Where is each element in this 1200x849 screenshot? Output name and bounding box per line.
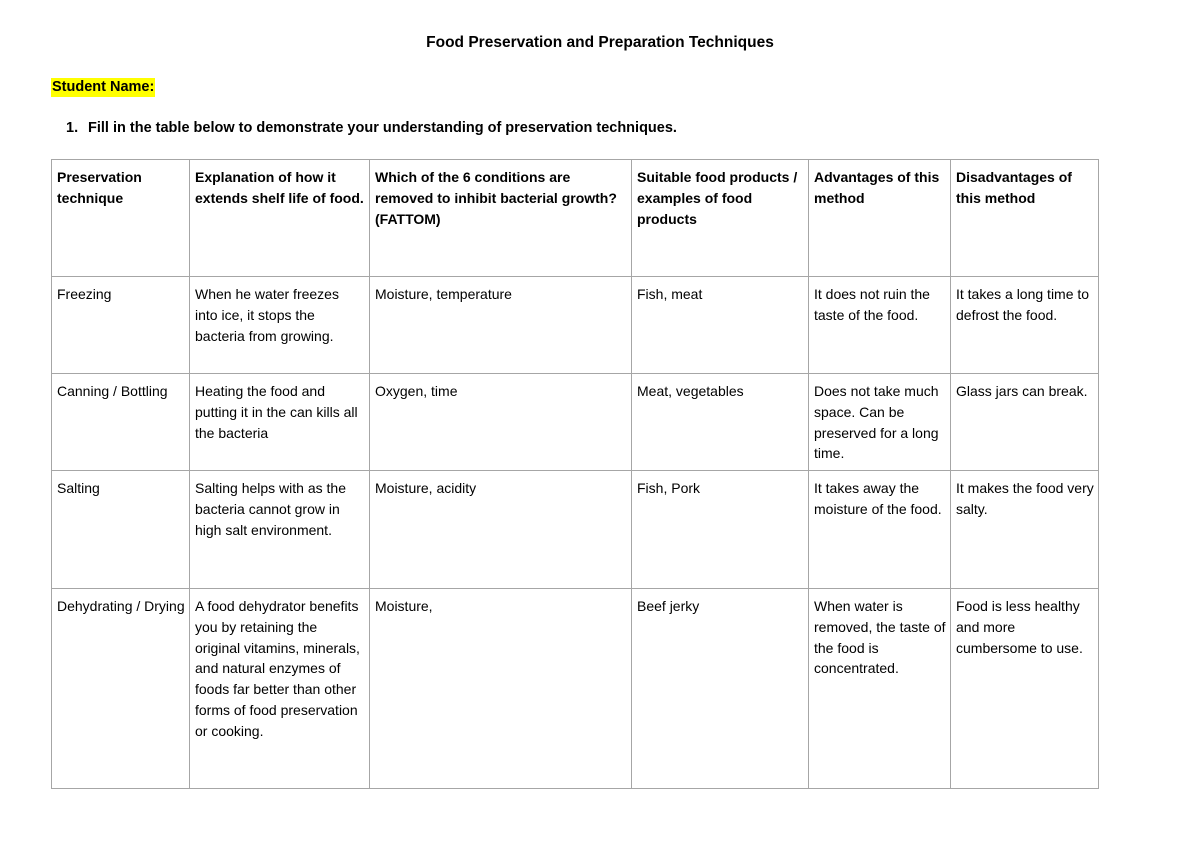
cell-advantages: When water is removed, the taste of the food is concentrated. xyxy=(809,589,951,789)
header-advantages: Advantages of this method xyxy=(809,160,951,277)
cell-disadvantages: It makes the food very salty. xyxy=(951,471,1099,589)
cell-disadvantages: Food is less healthy and more cumbersome to use. xyxy=(951,589,1099,789)
cell-disadvantages: Glass jars can break. xyxy=(951,374,1099,471)
cell-technique: Freezing xyxy=(52,277,190,374)
header-disadvantages: Disadvantages of this method xyxy=(951,160,1099,277)
table-row xyxy=(52,277,1099,374)
document-title: Food Preservation and Preparation Techniques xyxy=(426,34,774,51)
cell-disadvantages: It takes a long time to defrost the food. xyxy=(951,277,1099,374)
cell-explanation: When he water freezes into ice, it stops the bacteria from growing. xyxy=(190,277,370,374)
table-header-row xyxy=(52,160,1099,277)
header-preservation-technique: Preservation technique xyxy=(52,160,190,277)
table-row xyxy=(52,374,1099,471)
cell-conditions: Oxygen, time xyxy=(370,374,632,471)
cell-explanation: Heating the food and putting it in the can kills all the bacteria xyxy=(190,374,370,471)
header-conditions-removed: Which of the 6 conditions are removed to inhibit bacterial growth? (FATTOM) xyxy=(370,160,632,277)
table-row xyxy=(52,471,1099,589)
cell-foods: Beef jerky xyxy=(632,589,809,789)
cell-foods: Fish, meat xyxy=(632,277,809,374)
cell-technique: Salting xyxy=(52,471,190,589)
header-suitable-foods: Suitable food products / examples of food products xyxy=(632,160,809,277)
cell-advantages: It takes away the moisture of the food. xyxy=(809,471,951,589)
instruction-number: 1. xyxy=(66,120,79,136)
cell-foods: Meat, vegetables xyxy=(632,374,809,471)
header-explanation: Explanation of how it extends shelf life of food. xyxy=(190,160,370,277)
cell-technique: Canning / Bottling xyxy=(52,374,190,471)
cell-conditions: Moisture, temperature xyxy=(370,277,632,374)
instruction-item xyxy=(66,119,677,138)
student-name-label: Student Name: xyxy=(52,79,155,95)
cell-advantages: It does not ruin the taste of the food. xyxy=(809,277,951,374)
cell-conditions: Moisture, xyxy=(370,589,632,789)
cell-explanation: A food dehydrator benefits you by retaining the original vitamins, minerals, and natural enzymes of foods far better than other forms of food preservation or cooking. xyxy=(190,589,370,789)
cell-foods: Fish, Pork xyxy=(632,471,809,589)
cell-explanation: Salting helps with as the bacteria cannot grow in high salt environment. xyxy=(190,471,370,589)
cell-advantages: Does not take much space. Can be preserved for a long time. xyxy=(809,374,951,471)
instruction-text: Fill in the table below to demonstrate your understanding of preservation techniques. xyxy=(88,120,677,136)
preservation-table xyxy=(51,159,1099,789)
cell-conditions: Moisture, acidity xyxy=(370,471,632,589)
cell-technique: Dehydrating / Drying xyxy=(52,589,190,789)
table-row xyxy=(52,589,1099,789)
